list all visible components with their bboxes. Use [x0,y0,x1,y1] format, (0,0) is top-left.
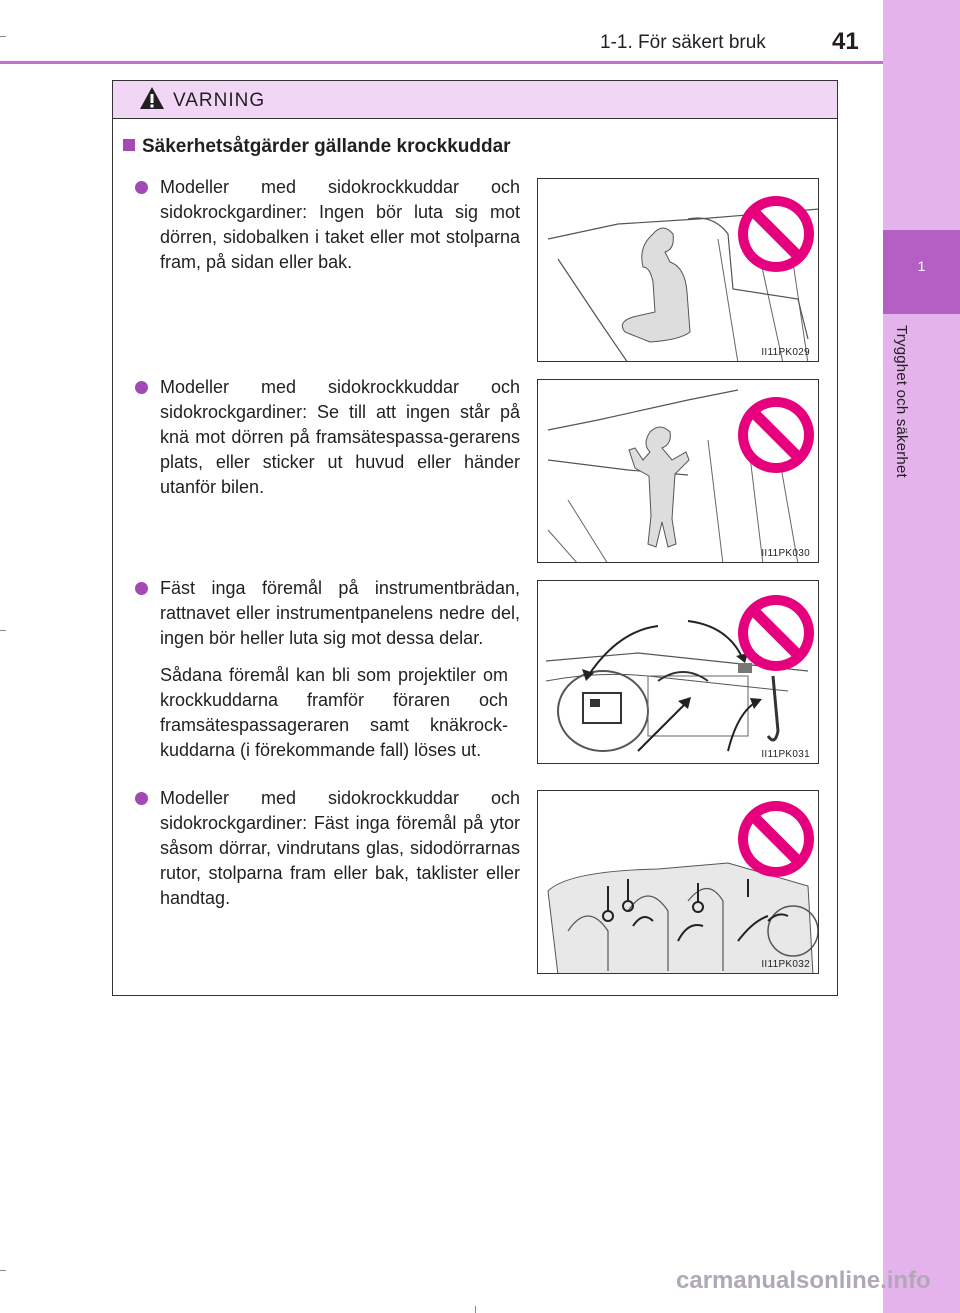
warning-heading [123,136,511,158]
list-item-text: Modeller med sidokrockkuddar och sidokrockgardiner: Ingen bör luta sig mot dörren, sidobalken i taket eller mot stolparna fram, på sidan eller bak. [160,177,520,272]
list-item [135,375,520,500]
illustration-kneeling-passenger [537,379,819,563]
illustration-interior-objects [537,790,819,974]
square-bullet-icon [123,139,135,151]
chapter-sidebar [883,0,960,1313]
warning-box [112,80,838,996]
crop-mark [0,630,6,631]
watermark: carmanualsonline.info [676,1267,931,1294]
image-code: II11PK032 [761,959,810,970]
list-item-note: Sådana föremål kan bli som projektiler om krockkuddarna framför föraren och framsätespassageraren samt knäkrock-kuddarna (i förekommande fall) löses ut. [160,665,508,760]
list-item [135,175,520,275]
page-number: 41 [832,28,859,55]
warning-triangle-icon [139,86,165,110]
list-item-text: Fäst inga föremål på instrumentbrädan, rattnavet eller instrumentpanelens nedre del, ingen bör heller luta sig mot dessa delar. [160,578,520,648]
illustration-lean-door [537,178,819,362]
illustration-dashboard-objects [537,580,819,764]
illustration-interior-objects-drawing [538,791,819,974]
header-rule [0,61,883,64]
list-item-text: Modeller med sidokrockkuddar och sidokrockgardiner: Se till att ingen står på knä mot dörren på framsätespassa-gerarens plats, eller sticker ut huvud eller händer utanför bilen. [160,377,520,497]
chapter-number: 1 [917,258,926,274]
warning-heading-text: Säkerhetsåtgärder gällande krockkuddar [142,136,511,157]
image-code: II11PK030 [761,548,810,559]
section-title: 1-1. För säkert bruk [600,32,766,53]
image-code: II11PK029 [761,347,810,358]
illustration-kneeling-passenger-drawing [538,380,819,563]
bullet-dot-icon [135,582,148,595]
list-item [135,576,520,763]
illustration-dashboard-objects-drawing [538,581,819,764]
list-item-text: Modeller med sidokrockkuddar och sidokrockgardiner: Fäst inga föremål på ytor såsom dörrar, vindrutans glas, sidodörrarnas rutor, stolparna fram eller bak, taklister eller handtag. [160,788,520,908]
crop-mark [0,1270,6,1271]
warning-header [113,81,837,119]
image-code: II11PK031 [761,749,810,760]
bullet-dot-icon [135,181,148,194]
chapter-title: Trygghet och säkerhet [893,325,910,478]
warning-label: VARNING [173,90,266,111]
crop-mark [475,1306,476,1313]
illustration-lean-door-drawing [538,179,819,362]
bullet-dot-icon [135,792,148,805]
bullet-dot-icon [135,381,148,394]
list-item [135,786,520,911]
crop-mark [0,36,6,37]
